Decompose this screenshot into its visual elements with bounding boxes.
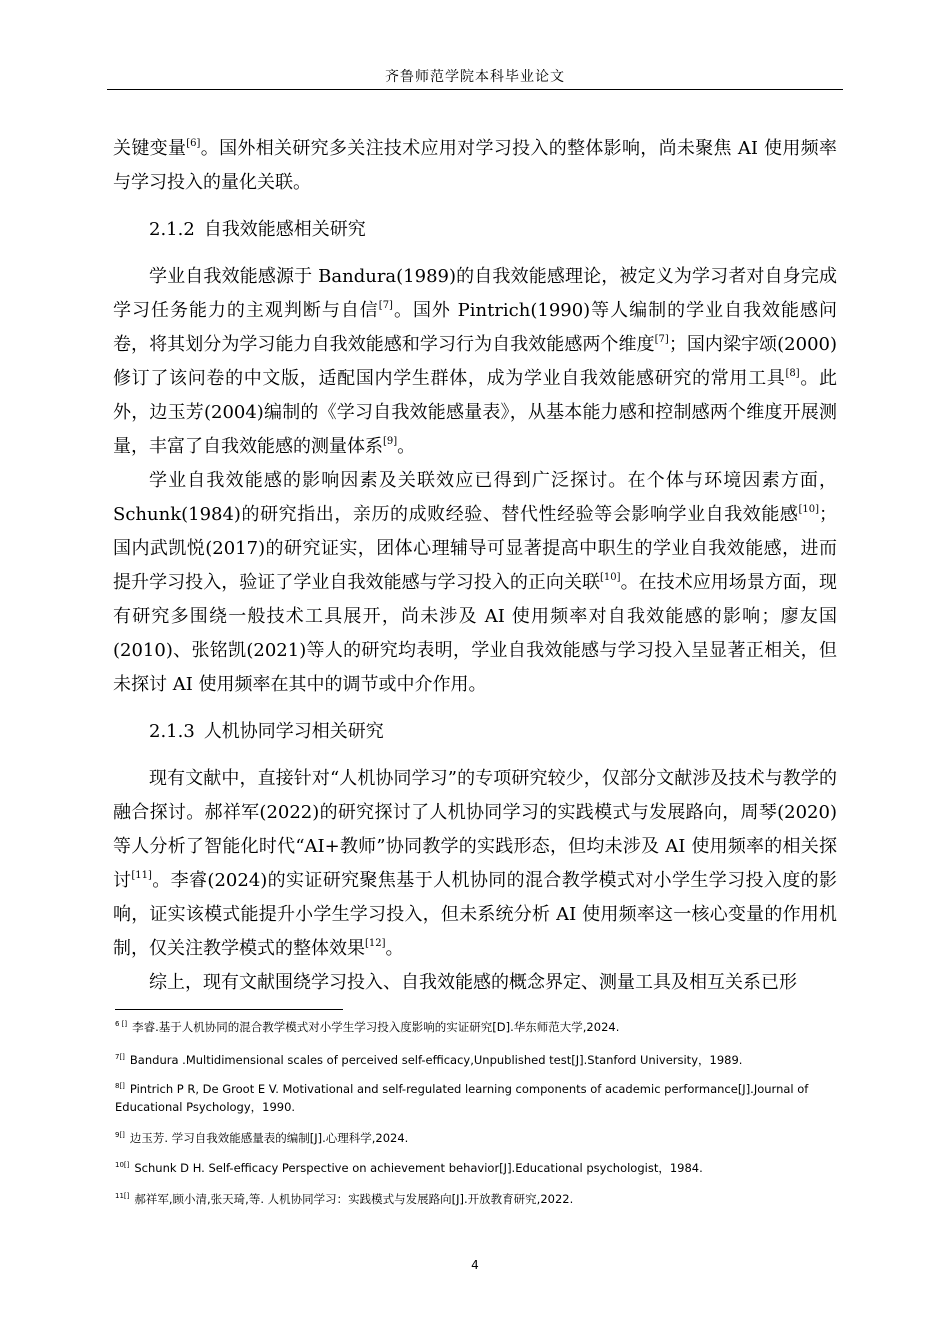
text-run: 综上，现有文献围绕学习投入、自我效能感的概念界定、测量工具及相互关系已形 — [149, 972, 797, 993]
text-run: 。 — [385, 938, 404, 959]
footnote-text: 边玉芳. 学习自我效能感量表的编制[J].心理科学,2024. — [129, 1131, 409, 1145]
section-heading-2-1-2 — [113, 200, 837, 260]
page-number: 4 — [471, 1258, 479, 1272]
text-run: 。国外 Pintrich(1990)等人编制的学业自我效能感问卷，将其划分为学习能力自我效能感和学习行为自我效能感两个维度 — [113, 300, 837, 355]
footnote-item — [115, 1159, 837, 1177]
citation-ref[interactable]: [7] — [378, 300, 393, 311]
text-run: ；国内武凯悦(2017)的研究证实，团体心理辅导可显著提高中职生的学业自我效能感，进而提升学习投入，验证了学业自我效能感与学习投入的正向关联 — [113, 504, 837, 593]
paragraph-self-efficacy-factors — [113, 464, 837, 702]
text-run: 学业自我效能感的影响因素及关联效应已得到广泛探讨。在个体与环境因素方面，Schunk(1984)的研究指出，亲历的成败经验、替代性经验等会影响学业自我效能感 — [113, 470, 837, 525]
paragraph-continued — [113, 132, 837, 200]
section-heading-2-1-3 — [113, 702, 837, 762]
citation-ref[interactable]: [9] — [383, 436, 398, 447]
text-run: 。李睿(2024)的实证研究聚焦基于人机协同的混合教学模式对小学生学习投入度的影响，证实该模式能提升小学生学习投入，但未系统分析 AI 使用频率这一核心变量的作用机制，仅关注教学模式的整体效果 — [113, 870, 838, 959]
section-number: 2.1.2 — [149, 219, 195, 240]
citation-ref[interactable]: [12] — [365, 938, 386, 949]
footnote-mark: 10[] — [115, 1161, 130, 1169]
paragraph-human-ai-collaboration — [113, 762, 837, 966]
footnote-item — [115, 1018, 837, 1036]
footnote-mark: 9[] — [115, 1131, 125, 1139]
text-run: 学业自我效能感源于 Bandura(1989)的自我效能感理论，被定义为学习者对自身完成学习任务能力的主观判断与自信 — [113, 266, 837, 321]
footnote-item — [115, 1129, 837, 1147]
footnote-separator — [115, 1009, 343, 1010]
text-run: 。国外相关研究多关注技术应用对学习投入的整体影响，尚未聚焦 AI 使用频率与学习投入的量化关联。 — [113, 138, 837, 193]
body-text — [113, 132, 837, 1000]
citation-ref[interactable]: [6] — [186, 138, 201, 149]
footnote-mark: 7[] — [115, 1053, 125, 1061]
footnote-item — [115, 1190, 837, 1208]
paragraph-summary — [113, 966, 837, 1000]
footnote-item — [115, 1051, 837, 1069]
citation-ref[interactable]: [7] — [654, 334, 669, 345]
text-run: 。此外，边玉芳(2004)编制的《学习自我效能感量表》，从基本能力感和控制感两个维度开展测量，丰富了自我效能感的测量体系 — [113, 368, 837, 457]
text-run: ；国内梁宇颂(2000)修订了该问卷的中文版，适配国内学生群体，成为学业自我效能感研究的常用工具 — [113, 334, 837, 389]
footnote-text: Bandura .Multidimensional scales of perceived self-efficacy,Unpublished test[J].Stanford University，1989. — [129, 1053, 743, 1067]
citation-ref[interactable]: [10] — [798, 504, 819, 515]
section-number: 2.1.3 — [149, 721, 195, 742]
citation-ref[interactable]: [11] — [131, 870, 152, 881]
footnote-text: 李睿.基于人机协同的混合教学模式对小学生学习投入度影响的实证研究[D].华东师范大学,2024. — [132, 1020, 620, 1034]
footnote-mark: 8[] — [115, 1082, 125, 1090]
citation-ref[interactable]: [10] — [600, 572, 621, 583]
text-run: 现有文献中，直接针对“人机协同学习”的专项研究较少，仅部分文献涉及技术与教学的融合探讨。郝祥军(2022)的研究探讨了人机协同学习的实践模式与发展路向，周琴(2020)等人分析了智能化时代“AI+教师”协同教学的实践形态，但均未涉及 AI 使用频率的相关探讨 — [113, 768, 837, 891]
citation-ref[interactable]: [8] — [785, 368, 800, 379]
section-title: 人机协同学习相关研究 — [203, 721, 384, 742]
header-rule — [107, 89, 843, 90]
paragraph-self-efficacy-definition — [113, 260, 837, 464]
running-header: 齐鲁师范学院本科毕业论文 — [385, 69, 565, 85]
text-run: 。在技术应用场景方面，现有研究多围绕一般技术工具展开，尚未涉及 AI 使用频率对自我效能感的影响；廖友国(2010)、张铭凯(2021)等人的研究均表明，学业自我效能感与学习投入呈显著正相关，但未探讨 AI 使用频率在其中的调节或中介作用。 — [113, 572, 837, 695]
footnote-mark: 11[] — [115, 1192, 130, 1200]
footnote-text: Schunk D H. Self-efficacy Perspective on achievement behavior[J].Educational psychologist，1984. — [134, 1161, 703, 1175]
footnote-mark: 6 [] — [115, 1020, 128, 1028]
section-title: 自我效能感相关研究 — [203, 219, 366, 240]
footnote-text: Pintrich P R, De Groot E V. Motivational and self-regulated learning components of academic performance[J].Journal of Educational Psychology，1990. — [115, 1082, 809, 1114]
footnote-item — [115, 1080, 837, 1116]
text-run: 。 — [397, 436, 416, 457]
text-run: 关键变量 — [113, 138, 187, 159]
footnote-text: 郝祥军,顾小清,张天琦,等. 人机协同学习：实践模式与发展路向[J].开放教育研究,2022. — [134, 1192, 574, 1206]
